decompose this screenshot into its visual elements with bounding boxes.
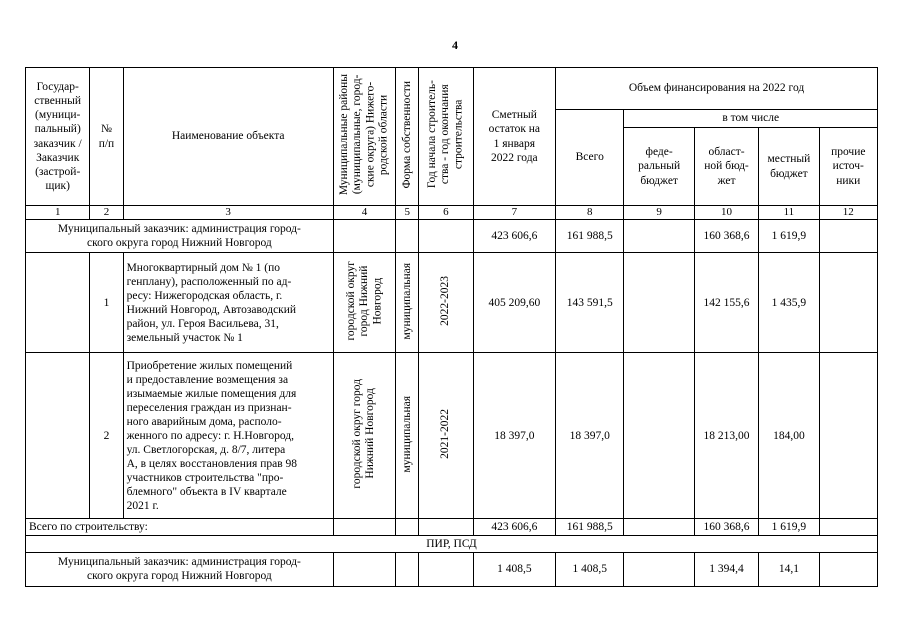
ownership-value: муниципальная <box>400 395 413 473</box>
district-value: городской округ город Нижний Новгород <box>351 379 377 489</box>
federal-value <box>624 553 694 586</box>
row-npp: 1 <box>90 253 123 353</box>
other-value <box>819 553 877 586</box>
col-years-header: Год начала строитель- ства - год окончания строительства <box>426 80 465 189</box>
years-value: 2021-2022 <box>439 409 452 459</box>
section-row <box>26 536 878 553</box>
estimate-value: 423 606,6 <box>473 220 555 253</box>
column-number-row <box>26 206 878 220</box>
col-estimate-header: Сметный остаток на 1 января 2022 года <box>473 68 555 206</box>
table-row <box>26 353 878 519</box>
object-name: Приобретение жилых помещений и предоставление возмещения за изымаемые жилые помещения для переселения граждан из признан- ного аварийным дома, располо- женного по адресу: г. Н.Новгород, ул. Светлогорская, д. 8/7, литера А, в целях восстановления прав 98 участников строительства "про- блемного" объекта в IV квартале 2021 г. <box>123 353 333 519</box>
customer-row <box>26 553 878 586</box>
other-value <box>819 220 877 253</box>
table-row <box>26 253 878 353</box>
estimate-value: 18 397,0 <box>473 353 555 519</box>
total-value: 1 408,5 <box>556 553 624 586</box>
regional-value: 160 368,6 <box>694 519 758 536</box>
page-number: 4 <box>452 38 458 52</box>
other-value <box>819 353 877 519</box>
customer-label: Муниципальный заказчик: администрация город- ского округа город Нижний Новгород <box>26 553 334 586</box>
col-number: 10 <box>694 206 758 220</box>
customer-label: Муниципальный заказчик: администрация город- ского округа город Нижний Новгород <box>26 220 334 253</box>
federal-value <box>624 519 694 536</box>
federal-value <box>624 353 694 519</box>
regional-value: 18 213,00 <box>694 353 758 519</box>
col-object-name-header: Наименование объекта <box>123 68 333 206</box>
years-value: 2022-2023 <box>439 276 452 326</box>
other-value <box>819 519 877 536</box>
ownership-value: муниципальная <box>400 262 413 340</box>
col-npp-header: № п/п <box>90 68 123 206</box>
estimate-value: 1 408,5 <box>473 553 555 586</box>
total-value: 18 397,0 <box>556 353 624 519</box>
col-number: 9 <box>624 206 694 220</box>
col-customer-header: Государ- ственный (муници- пальный) заказчик / Заказчик (застрой- щик) <box>26 68 90 206</box>
col-number: 4 <box>333 206 395 220</box>
total-value: 143 591,5 <box>556 253 624 353</box>
col-districts-header: Муниципальные районы (муниципальные, город- ские округа) Нижего- родской области <box>338 73 390 196</box>
other-value <box>819 253 877 353</box>
col-regional-header: област- ной бюд- жет <box>694 128 758 206</box>
financing-table <box>25 67 878 587</box>
local-value: 184,00 <box>759 353 819 519</box>
total-value: 161 988,5 <box>556 519 624 536</box>
regional-value: 160 368,6 <box>694 220 758 253</box>
district-value: городской округ город Нижний Новгород <box>344 261 384 341</box>
col-number: 3 <box>123 206 333 220</box>
col-including-header: в том числе <box>624 110 878 128</box>
local-value: 1 619,9 <box>759 519 819 536</box>
col-number: 11 <box>759 206 819 220</box>
col-number: 6 <box>419 206 473 220</box>
col-financing-header: Объем финансирования на 2022 год <box>556 68 878 110</box>
customer-row <box>26 220 878 253</box>
col-ownership-header: Форма собственности <box>400 80 413 189</box>
col-local-header: местный бюджет <box>759 128 819 206</box>
col-number: 8 <box>556 206 624 220</box>
total-label: Всего по строительству: <box>26 519 334 536</box>
estimate-value: 423 606,6 <box>473 519 555 536</box>
estimate-value: 405 209,60 <box>473 253 555 353</box>
section-label: ПИР, ПСД <box>26 536 878 553</box>
col-number: 7 <box>473 206 555 220</box>
col-number: 1 <box>26 206 90 220</box>
row-npp: 2 <box>90 353 123 519</box>
federal-value <box>624 253 694 353</box>
local-value: 1 619,9 <box>759 220 819 253</box>
regional-value: 1 394,4 <box>694 553 758 586</box>
col-number: 12 <box>819 206 877 220</box>
local-value: 14,1 <box>759 553 819 586</box>
col-number: 5 <box>396 206 419 220</box>
col-other-header: прочие источ- ники <box>819 128 877 206</box>
total-row <box>26 519 878 536</box>
total-value: 161 988,5 <box>556 220 624 253</box>
col-federal-header: феде- ральный бюджет <box>624 128 694 206</box>
object-name: Многоквартирный дом № 1 (по генплану), расположенный по ад- ресу: Нижегородская область, г. Нижний Новгород, Автозаводский район, ул. Героя Васильева, 31, земельный участок № 1 <box>123 253 333 353</box>
local-value: 1 435,9 <box>759 253 819 353</box>
col-number: 2 <box>90 206 123 220</box>
regional-value: 142 155,6 <box>694 253 758 353</box>
header-row-1 <box>26 68 878 110</box>
col-total-header: Всего <box>556 110 624 206</box>
federal-value <box>624 220 694 253</box>
